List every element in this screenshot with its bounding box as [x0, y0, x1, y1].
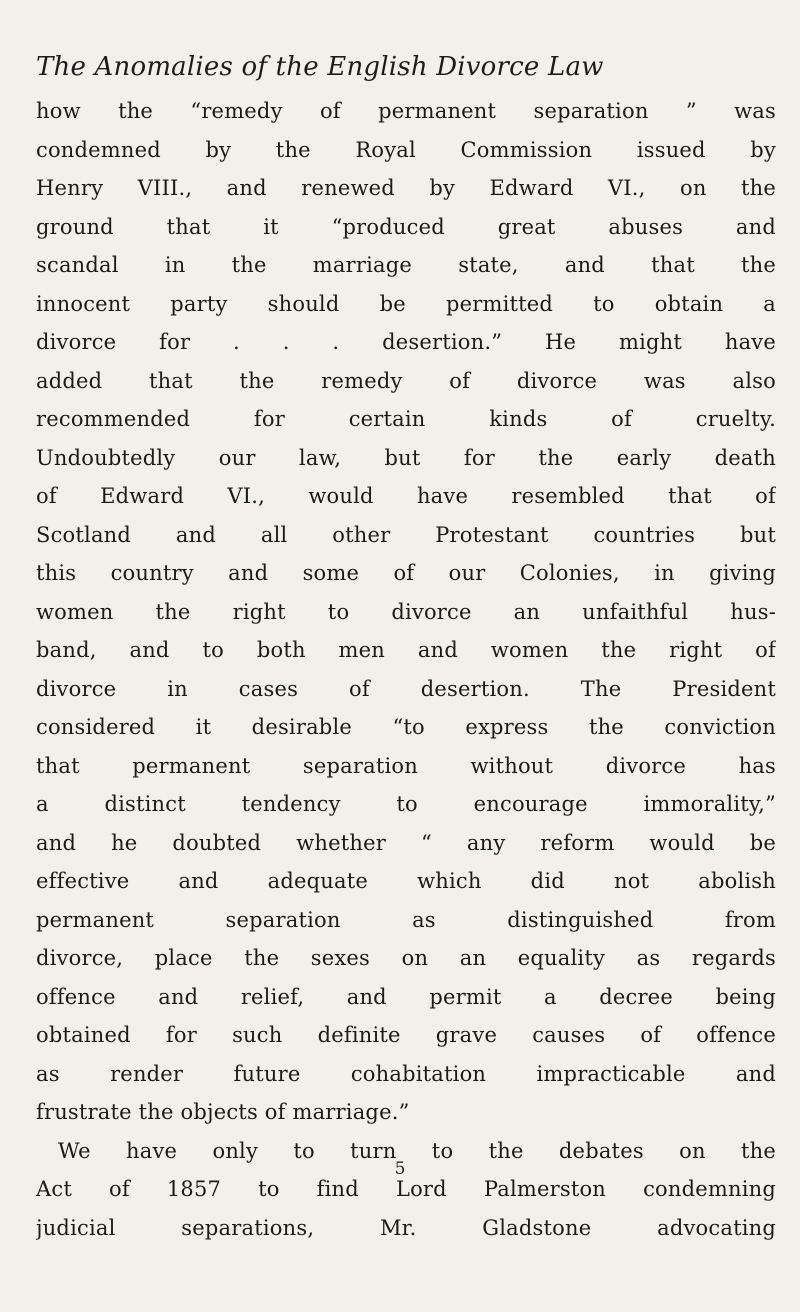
text-line: offence and relief, and permit a decree being	[36, 984, 776, 1009]
text-line: frustrate the objects of marriage.”	[36, 1100, 410, 1124]
text-line: scandal in the marriage state, and that the	[36, 253, 776, 277]
text-line: judicial separations, Mr. Gladstone advocating	[36, 1215, 776, 1240]
text-line: divorce for . . . desertion.” He might have	[36, 330, 776, 354]
text-line: innocent party should be permitted to obtain a	[36, 291, 776, 316]
text-line: divorce in cases of desertion. The President	[36, 676, 776, 701]
body-text	[36, 92, 776, 1247]
text-line: added that the remedy of divorce was also	[36, 368, 776, 393]
text-line: a distinct tendency to encourage immorality,”	[36, 792, 776, 816]
text-line: effective and adequate which did not abolish	[36, 869, 776, 893]
text-line: this country and some of our Colonies, in giving	[36, 561, 776, 585]
page-number: 5	[394, 1159, 406, 1179]
text-line: Henry VIII., and renewed by Edward VI., on the	[36, 176, 776, 200]
text-line: considered it desirable “to express the conviction	[36, 715, 776, 739]
running-head-title: The Anomalies of the English Divorce Law	[36, 52, 604, 82]
text-line: permanent separation as distinguished from	[36, 907, 776, 932]
text-line: ground that it “produced great abuses and	[36, 214, 776, 239]
text-line: how the “remedy of permanent separation ” was	[36, 99, 776, 123]
text-line: condemned by the Royal Commission issued by	[36, 137, 776, 162]
text-line: Act of 1857 to find Lord Palmerston condemning	[36, 1177, 776, 1201]
text-line: and he doubted whether “ any reform would be	[36, 830, 776, 855]
text-line: that permanent separation without divorce has	[36, 753, 776, 778]
text-line: Scotland and all other Protestant countries but	[36, 522, 776, 547]
text-line: We have only to turn to the debates on the	[58, 1138, 776, 1163]
text-line: divorce, place the sexes on an equality as regards	[36, 946, 776, 970]
text-line: of Edward VI., would have resembled that of	[36, 484, 776, 508]
text-line: recommended for certain kinds of cruelty.	[36, 407, 776, 431]
text-line: Undoubtedly our law, but for the early death	[36, 445, 776, 470]
text-line: as render future cohabitation impracticable and	[36, 1061, 776, 1086]
text-line: obtained for such definite grave causes of offence	[36, 1023, 776, 1047]
text-line: women the right to divorce an unfaithful hus-	[36, 599, 776, 624]
text-line: band, and to both men and women the right of	[36, 638, 776, 662]
